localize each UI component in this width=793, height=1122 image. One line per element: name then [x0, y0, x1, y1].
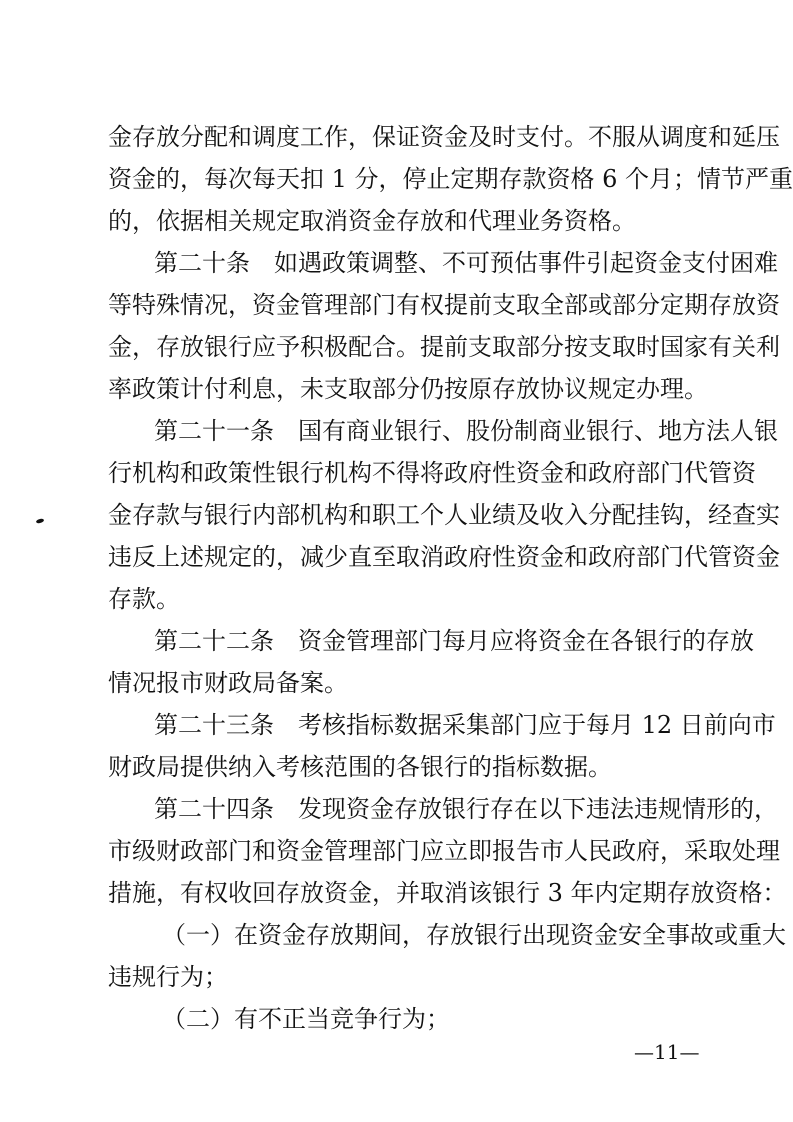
body-text-line: 财政局提供纳入考核范围的各银行的指标数据。: [108, 753, 612, 781]
body-text-line: 金存款与银行内部机构和职工个人业绩及收入分配挂钩，经查实: [108, 501, 780, 529]
body-text-line: 存款。: [108, 585, 180, 613]
body-text-line: 措施，有权收回存放资金，并取消该银行 3 年内定期存放资格：: [108, 879, 787, 907]
article-23-heading-line: 第二十三条 考核指标数据采集部门应于每月 12 日前向市: [154, 711, 776, 739]
body-text-line: 违规行为；: [108, 963, 228, 991]
body-text-line: 的，依据相关规定取消资金存放和代理业务资格。: [108, 207, 636, 235]
body-text-line: 金存放分配和调度工作，保证资金及时支付。不服从调度和延压: [108, 123, 780, 151]
body-text-line: 金，存放银行应予积极配合。提前支取部分按支取时国家有关利: [108, 333, 780, 361]
body-text-line: 行机构和政策性银行机构不得将政府性资金和政府部门代管资: [108, 459, 756, 487]
page-number: —11—: [634, 1040, 700, 1064]
clause-item-2-line: （二）有不正当竞争行为；: [162, 1005, 450, 1033]
body-text-line: 等特殊情况，资金管理部门有权提前支取全部或部分定期存放资: [108, 291, 780, 319]
article-22-heading-line: 第二十二条 资金管理部门每月应将资金在各银行的存放: [154, 627, 754, 655]
clause-item-1-line: （一）在资金存放期间，存放银行出现资金安全事故或重大: [162, 921, 786, 949]
article-21-heading-line: 第二十一条 国有商业银行、股份制商业银行、地方法人银: [154, 417, 778, 445]
scan-speck: [36, 518, 45, 524]
body-text-line: 情况报市财政局备案。: [108, 669, 348, 697]
article-24-heading-line: 第二十四条 发现资金存放银行存在以下违法违规情形的，: [154, 795, 778, 823]
body-text-line: 市级财政部门和资金管理部门应立即报告市人民政府，采取处理: [108, 837, 780, 865]
body-text-line: 率政策计付利息，未支取部分仍按原存放协议规定办理。: [108, 375, 708, 403]
article-20-heading-line: 第二十条 如遇政策调整、不可预估事件引起资金支付困难: [154, 249, 778, 277]
body-text-line: 资金的，每次每天扣 1 分，停止定期存款资格 6 个月；情节严重: [108, 165, 793, 193]
body-text-line: 违反上述规定的，减少直至取消政府性资金和政府部门代管资金: [108, 543, 780, 571]
